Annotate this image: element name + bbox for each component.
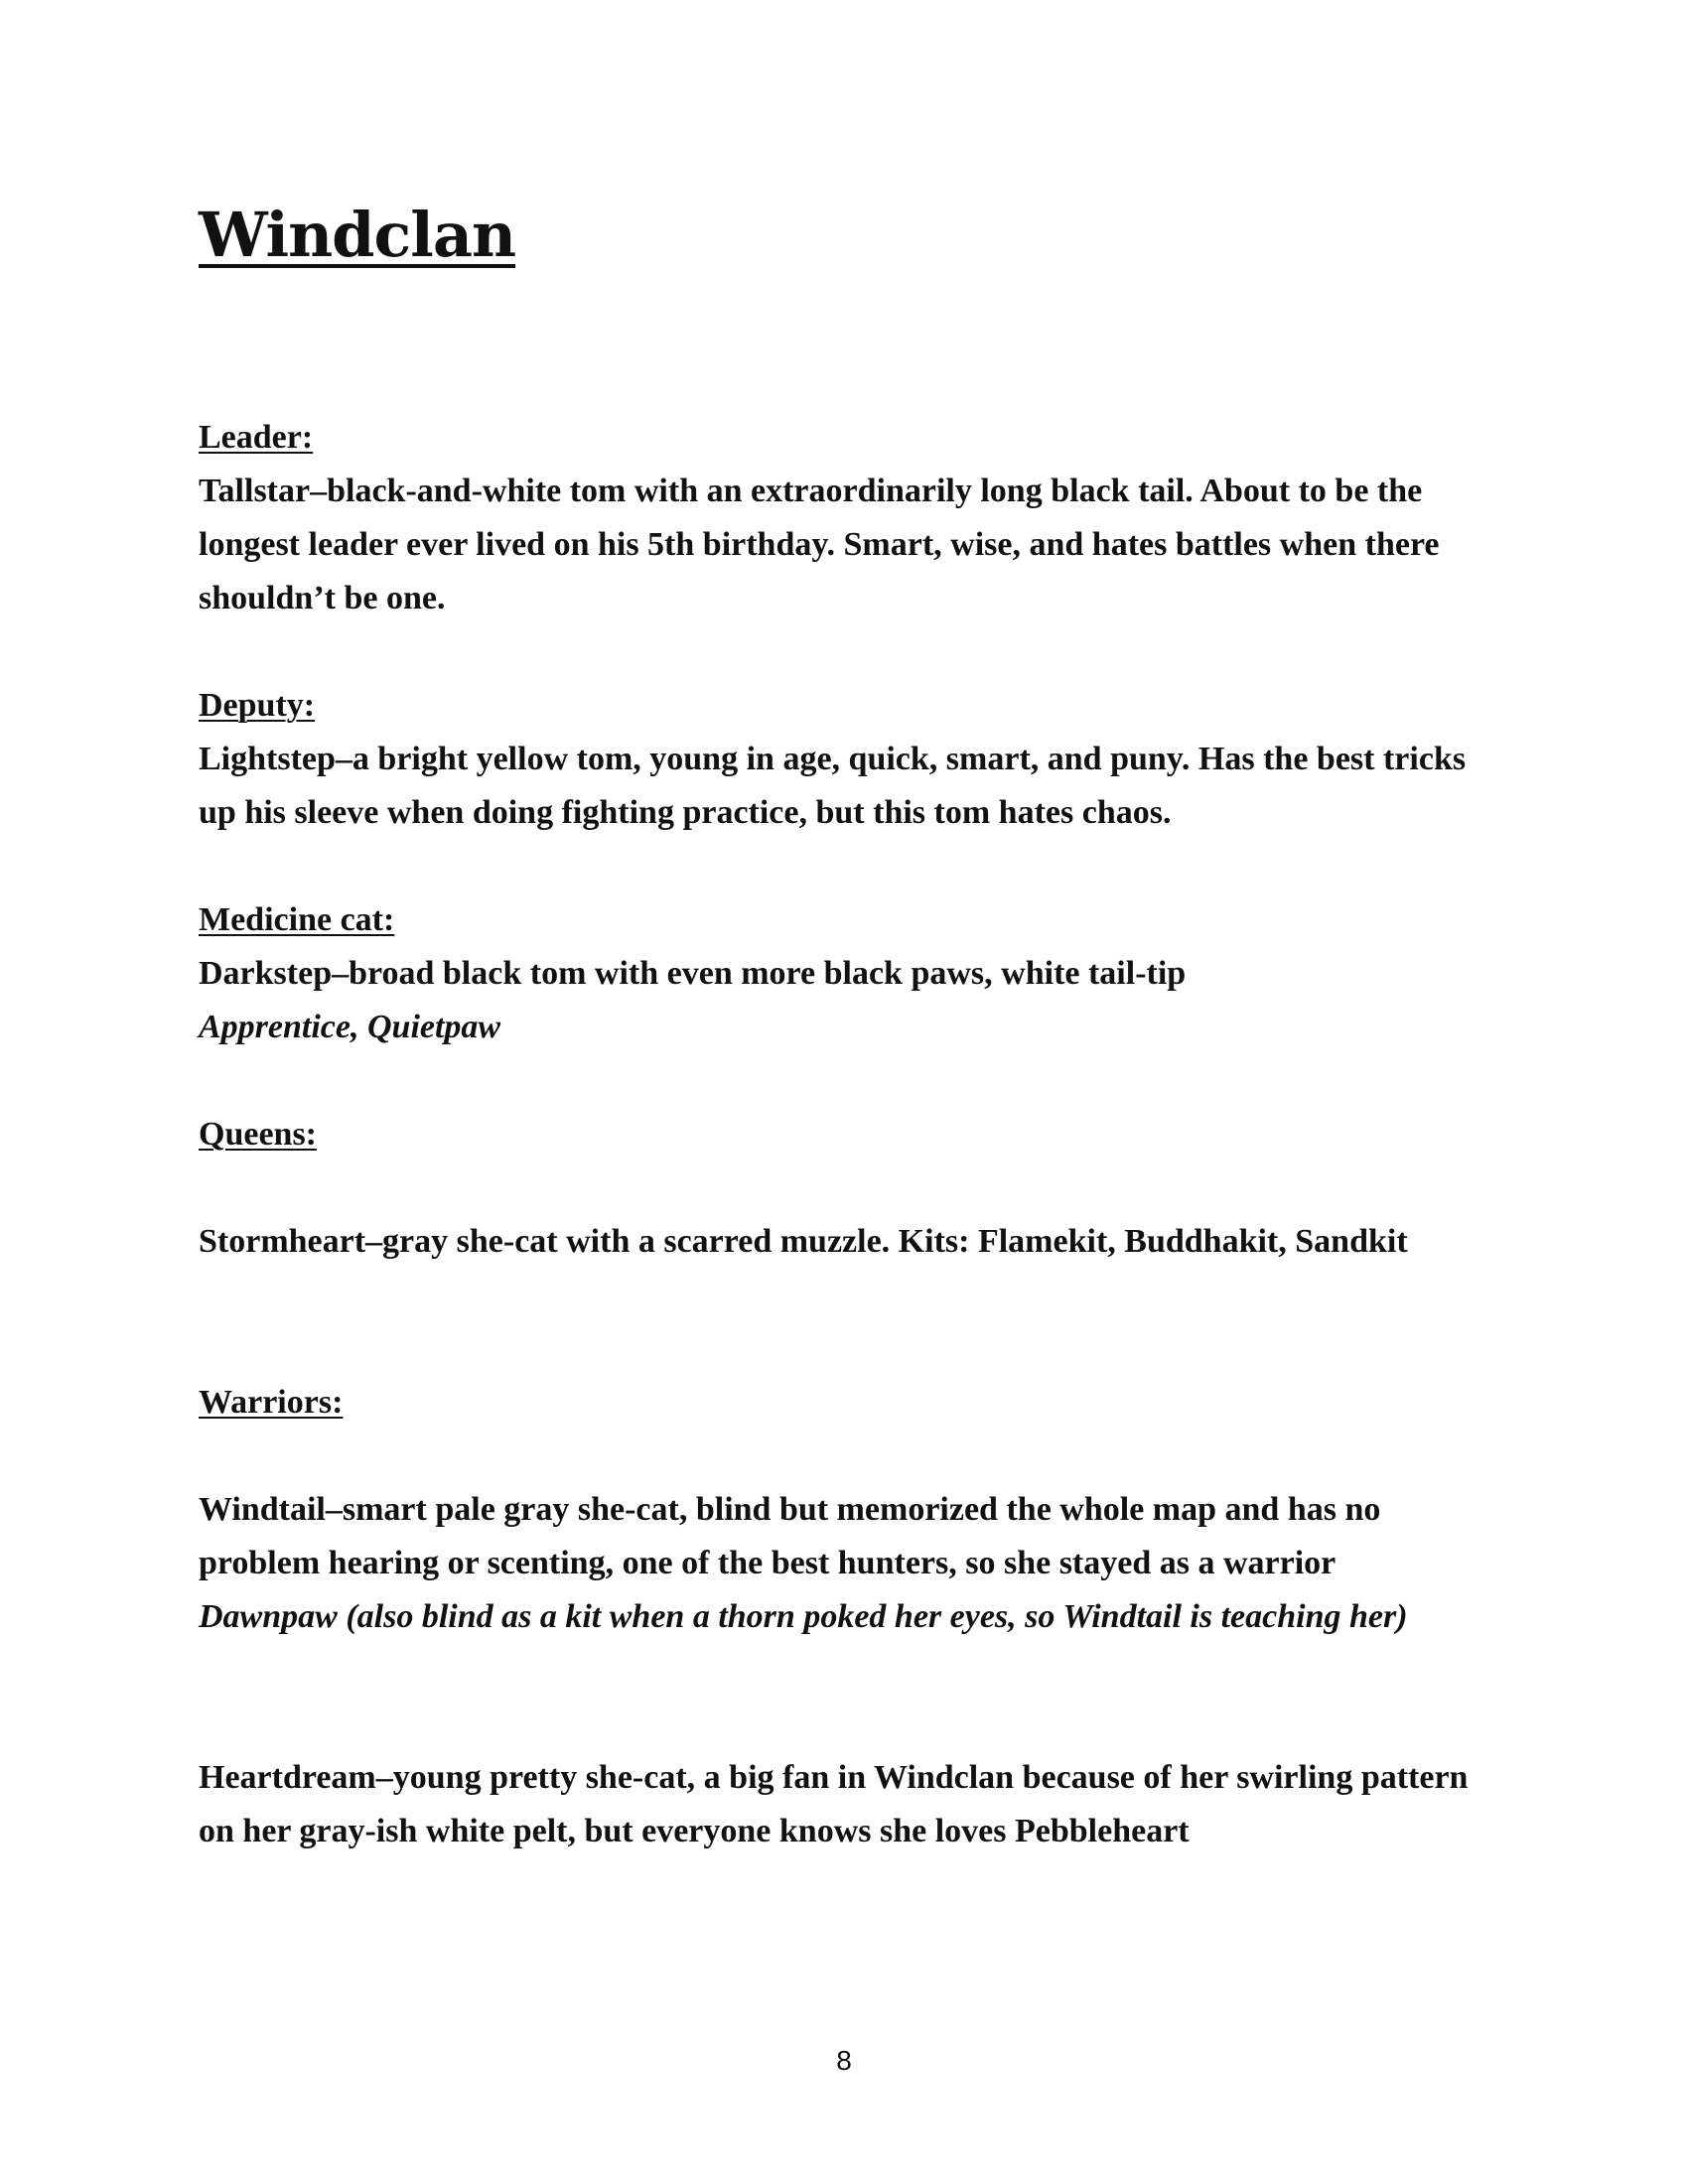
leader-section [199, 411, 1499, 625]
deputy-label: Deputy: [199, 687, 316, 724]
warrior-description: Heartdream–young pretty she-cat, a big fan in Windclan because of her swirling pattern on her gray-ish white pelt, but everyone knows she loves Pebbleheart [199, 1759, 1469, 1849]
queens-section [199, 1108, 1499, 1161]
warriors-label: Warriors: [199, 1384, 344, 1421]
warrior-entry [199, 1483, 1499, 1644]
medicine-cat-description: Darkstep–broad black tom with even more black paws, white tail-tip [199, 955, 1187, 992]
warrior-apprentice: Dawnpaw (also blind as a kit when a thorn poked her eyes, so Windtail is teaching her) [199, 1598, 1408, 1635]
warrior-description: Windtail–smart pale gray she-cat, blind but memorized the whole map and has no problem hearing or scenting, one of the best hunters, so she stayed as a warrior [199, 1491, 1381, 1581]
warrior-entry [199, 1751, 1499, 1858]
page-title: Windclan [199, 199, 516, 271]
medicine-cat-label: Medicine cat: [199, 901, 395, 938]
queens-label: Queens: [199, 1116, 317, 1153]
queens-entry-block [199, 1215, 1499, 1269]
deputy-description: Lightstep–a bright yellow tom, young in age, quick, smart, and puny. Has the best tricks up his sleeve when doing fighting practice, but this tom hates chaos. [199, 741, 1467, 831]
deputy-section [199, 679, 1499, 840]
medicine-cat-section [199, 893, 1499, 1054]
leader-label: Leader: [199, 419, 314, 456]
page-number: 8 [836, 2045, 852, 2076]
warriors-section [199, 1376, 1499, 1430]
medicine-cat-apprentice: Apprentice, Quietpaw [199, 1009, 501, 1045]
leader-description: Tallstar–black-and-white tom with an extraordinarily long black tail. About to be the longest leader ever lived on his 5th birthday. Smart, wise, and hates battles when there shouldn’t be one. [199, 473, 1440, 616]
queen-entry: Stormheart–gray she-cat with a scarred muzzle. Kits: Flamekit, Buddhakit, Sandkit [199, 1223, 1408, 1260]
